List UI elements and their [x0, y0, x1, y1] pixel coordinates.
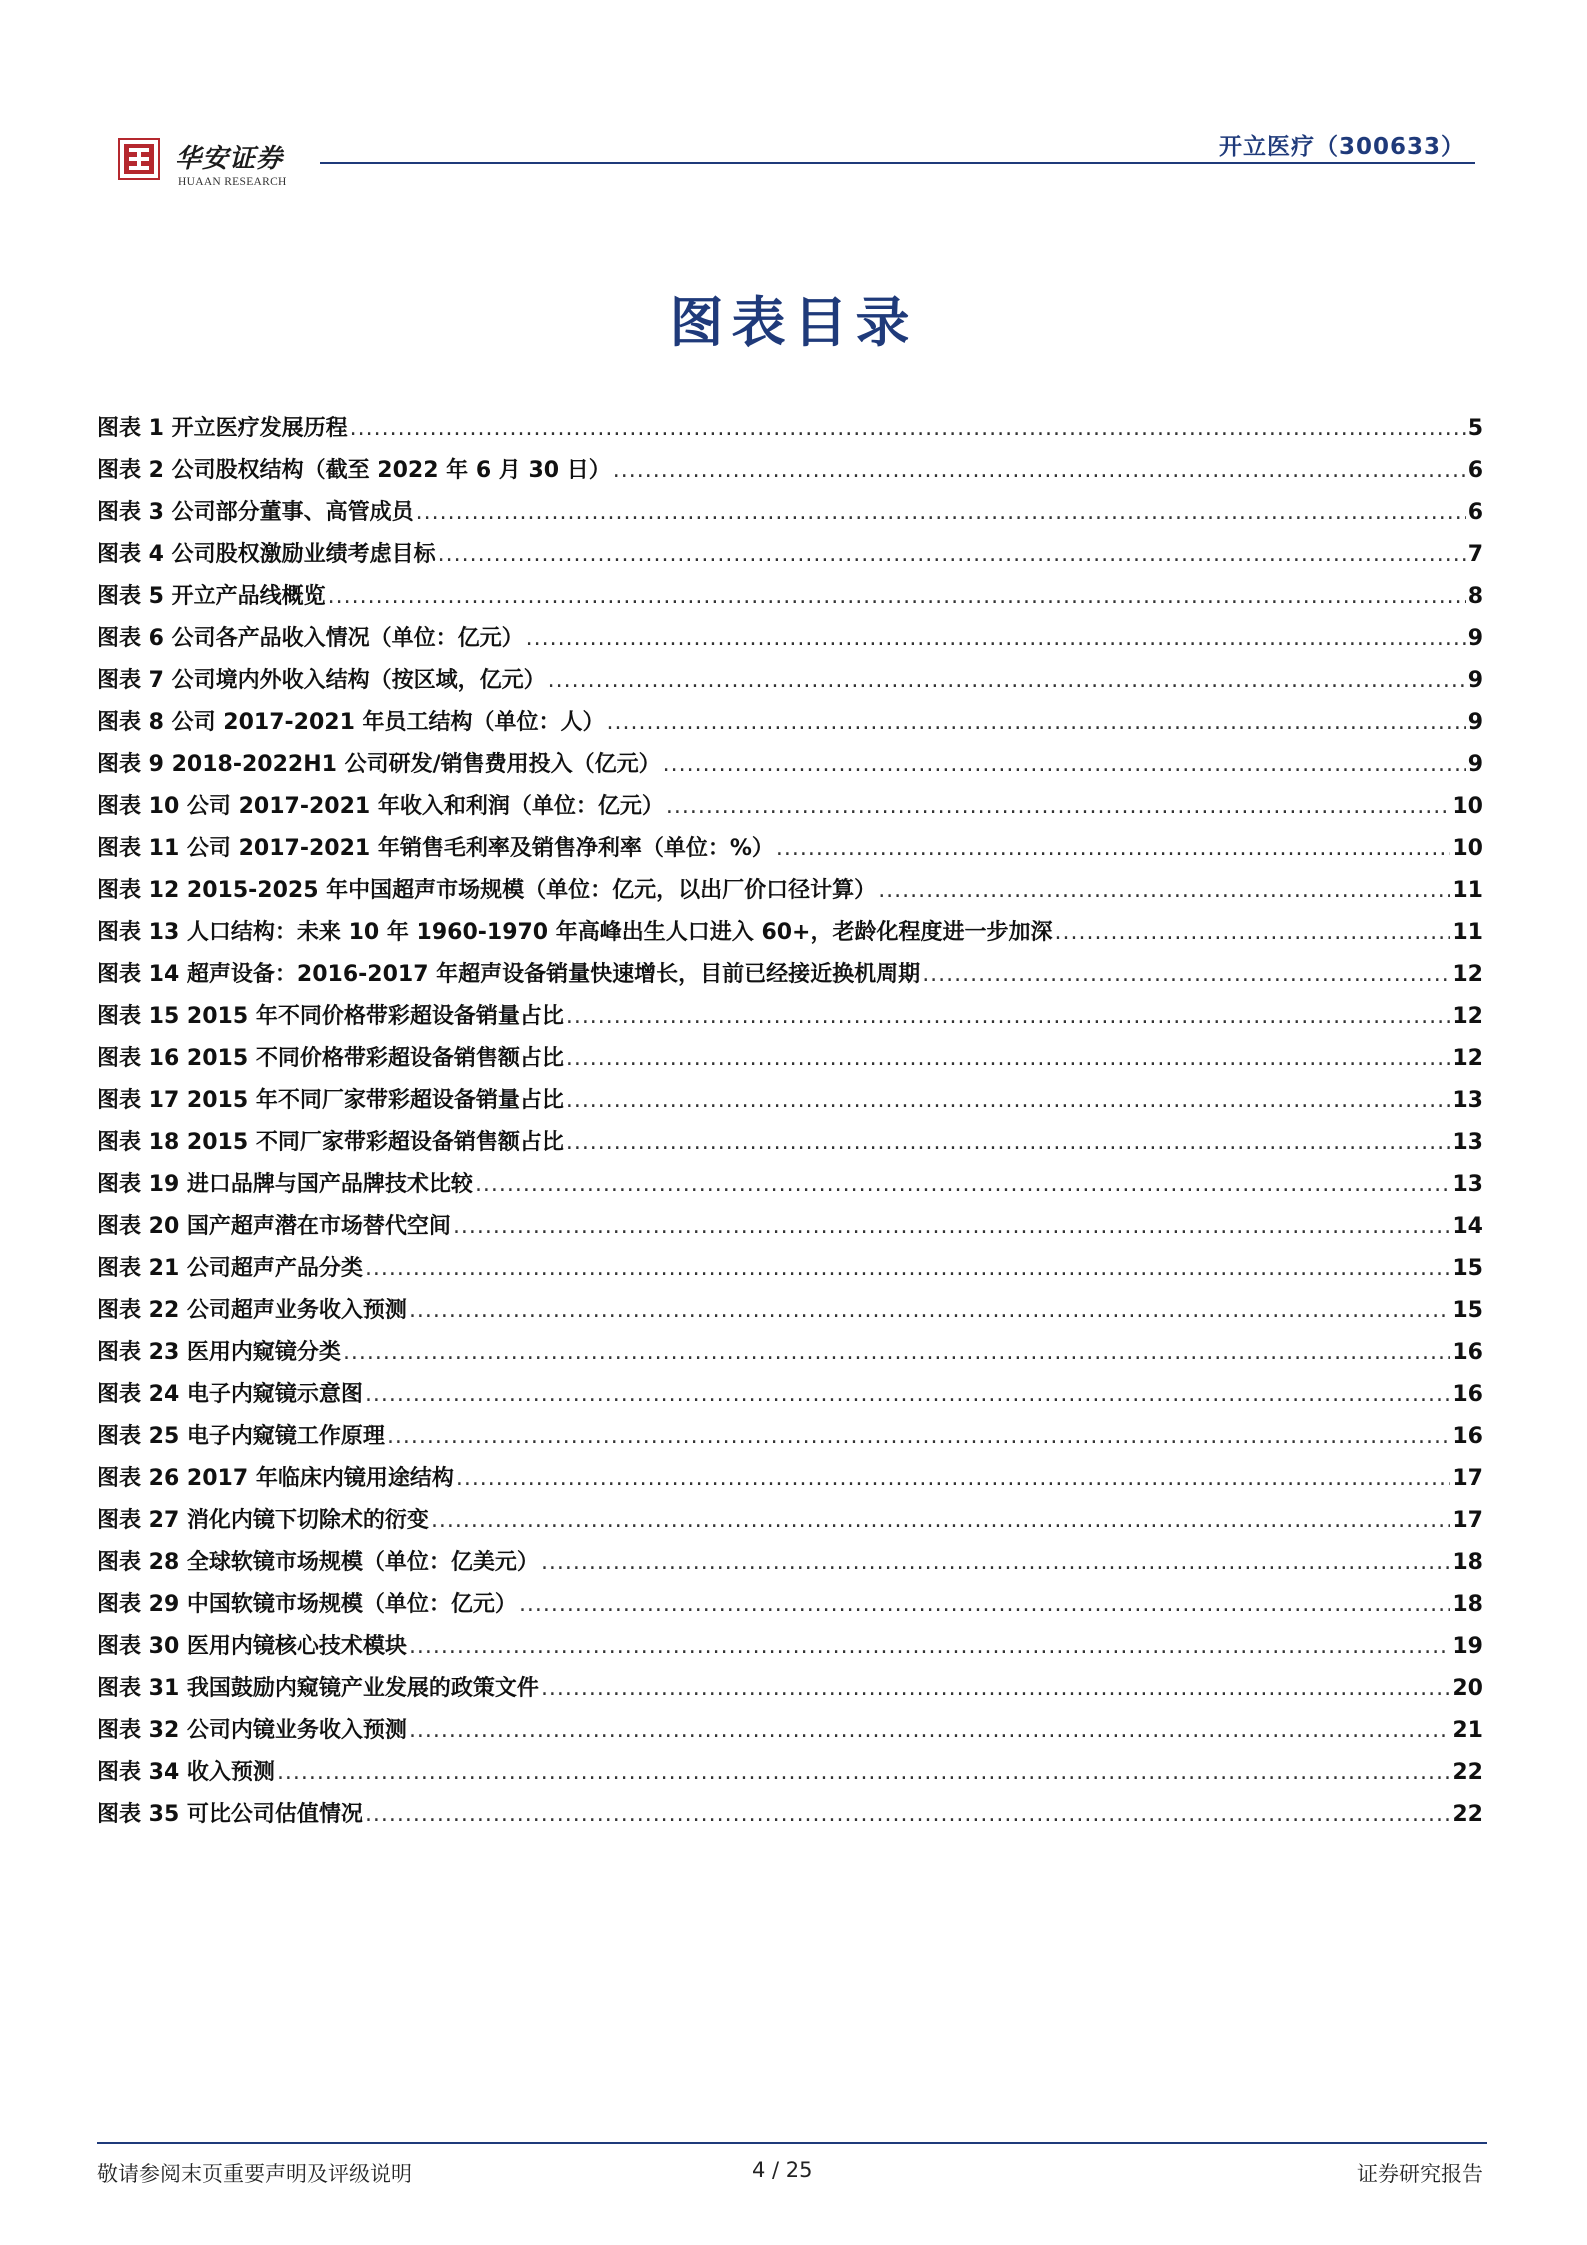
- table-of-figures: [97, 411, 1483, 1839]
- toc-entry-label: 图表 11 公司 2017-2021 年销售毛利率及销售净利率（单位：%）: [97, 836, 774, 861]
- toc-entry[interactable]: [97, 999, 1483, 1041]
- toc-entry[interactable]: [97, 411, 1483, 453]
- toc-entry-page: 16: [1452, 1340, 1483, 1365]
- toc-leader-dots: [519, 1592, 1450, 1617]
- toc-leader-dots: [663, 752, 1466, 777]
- logo-chinese-name: 华安证券: [175, 144, 284, 174]
- toc-entry[interactable]: [97, 1083, 1483, 1125]
- toc-leader-dots: [776, 836, 1450, 861]
- toc-entry-label: 图表 26 2017 年临床内镜用途结构: [97, 1466, 454, 1491]
- toc-entry-label: 图表 2 公司股权结构（截至 2022 年 6 月 30 日）: [97, 458, 611, 483]
- huaan-securities-logo-icon: [118, 138, 160, 180]
- toc-entry-page: 14: [1452, 1214, 1483, 1239]
- toc-entry-page: 19: [1452, 1634, 1483, 1659]
- toc-entry[interactable]: [97, 1545, 1483, 1587]
- toc-entry-page: 17: [1452, 1508, 1483, 1533]
- header-divider: [320, 162, 1475, 164]
- toc-entry-label: 图表 16 2015 不同价格带彩超设备销售额占比: [97, 1046, 564, 1071]
- toc-entry-page: 18: [1452, 1592, 1483, 1617]
- toc-entry-page: 10: [1452, 794, 1483, 819]
- toc-entry-label: 图表 1 开立医疗发展历程: [97, 416, 348, 441]
- toc-entry-page: 20: [1452, 1676, 1483, 1701]
- toc-entry-page: 12: [1452, 1046, 1483, 1071]
- toc-entry-label: 图表 14 超声设备：2016-2017 年超声设备销量快速增长，目前已经接近换机周期: [97, 962, 921, 987]
- toc-entry-page: 22: [1452, 1802, 1483, 1827]
- toc-entry-page: 13: [1452, 1172, 1483, 1197]
- toc-entry-label: 图表 18 2015 不同厂家带彩超设备销售额占比: [97, 1130, 564, 1155]
- toc-entry-label: 图表 4 公司股权激励业绩考虑目标: [97, 542, 436, 567]
- toc-entry-label: 图表 8 公司 2017-2021 年员工结构（单位：人）: [97, 710, 605, 735]
- toc-entry[interactable]: [97, 1251, 1483, 1293]
- toc-leader-dots: [365, 1382, 1450, 1407]
- toc-leader-dots: [607, 710, 1466, 735]
- toc-leader-dots: [666, 794, 1451, 819]
- toc-entry-label: 图表 35 可比公司估值情况: [97, 1802, 363, 1827]
- toc-entry-page: 9: [1467, 710, 1483, 735]
- toc-entry[interactable]: [97, 1419, 1483, 1461]
- toc-entry-page: 9: [1467, 668, 1483, 693]
- page-header: [115, 118, 1475, 190]
- toc-entry[interactable]: [97, 747, 1483, 789]
- toc-entry-page: 11: [1452, 920, 1483, 945]
- toc-entry[interactable]: [97, 1377, 1483, 1419]
- toc-entry-label: 图表 23 医用内窥镜分类: [97, 1340, 341, 1365]
- toc-leader-dots: [343, 1340, 1450, 1365]
- toc-entry-page: 9: [1467, 752, 1483, 777]
- toc-entry-page: 10: [1452, 836, 1483, 861]
- toc-entry-page: 17: [1452, 1466, 1483, 1491]
- footer-page-number: 4 / 25: [752, 2158, 813, 2182]
- toc-entry[interactable]: [97, 663, 1483, 705]
- toc-leader-dots: [387, 1424, 1450, 1449]
- toc-entry-label: 图表 5 开立产品线概览: [97, 584, 326, 609]
- toc-entry-page: 22: [1452, 1760, 1483, 1785]
- toc-entry-page: 9: [1467, 626, 1483, 651]
- toc-entry-label: 图表 32 公司内镜业务收入预测: [97, 1718, 407, 1743]
- toc-leader-dots: [1055, 920, 1451, 945]
- toc-leader-dots: [613, 458, 1466, 483]
- toc-leader-dots: [409, 1634, 1450, 1659]
- toc-entry[interactable]: [97, 1629, 1483, 1671]
- toc-leader-dots: [566, 1130, 1451, 1155]
- toc-entry[interactable]: [97, 873, 1483, 915]
- header-company-name: 开立医疗（300633）: [1218, 134, 1465, 160]
- toc-entry[interactable]: [97, 1713, 1483, 1755]
- toc-entry[interactable]: [97, 705, 1483, 747]
- toc-entry-label: 图表 28 全球软镜市场规模（单位：亿美元）: [97, 1550, 539, 1575]
- toc-leader-dots: [541, 1676, 1450, 1701]
- toc-leader-dots: [409, 1718, 1450, 1743]
- toc-entry-page: 18: [1452, 1550, 1483, 1575]
- toc-entry-page: 15: [1452, 1256, 1483, 1281]
- toc-entry-label: 图表 9 2018-2022H1 公司研发/销售费用投入（亿元）: [97, 752, 661, 777]
- toc-leader-dots: [416, 500, 1466, 525]
- toc-entry-page: 8: [1467, 584, 1483, 609]
- footer-disclaimer-note: 敬请参阅末页重要声明及评级说明: [97, 2162, 412, 2186]
- toc-entry[interactable]: [97, 537, 1483, 579]
- toc-entry-page: 13: [1452, 1130, 1483, 1155]
- footer-divider: [97, 2142, 1487, 2144]
- toc-entry[interactable]: [97, 915, 1483, 957]
- logo-english-name: HUAAN RESEARCH: [178, 176, 287, 188]
- toc-entry[interactable]: [97, 1671, 1483, 1713]
- toc-entry[interactable]: [97, 453, 1483, 495]
- toc-entry[interactable]: [97, 1209, 1483, 1251]
- toc-entry-label: 图表 29 中国软镜市场规模（单位：亿元）: [97, 1592, 517, 1617]
- toc-entry-label: 图表 20 国产超声潜在市场替代空间: [97, 1214, 451, 1239]
- toc-entry-page: 21: [1452, 1718, 1483, 1743]
- toc-entry-label: 图表 24 电子内窥镜示意图: [97, 1382, 363, 1407]
- toc-leader-dots: [878, 878, 1450, 903]
- toc-entry[interactable]: [97, 621, 1483, 663]
- toc-entry-page: 16: [1452, 1424, 1483, 1449]
- toc-entry[interactable]: [97, 1755, 1483, 1797]
- toc-entry-page: 6: [1467, 500, 1483, 525]
- toc-leader-dots: [548, 668, 1466, 693]
- toc-entry[interactable]: [97, 1041, 1483, 1083]
- toc-entry[interactable]: [97, 1503, 1483, 1545]
- toc-leader-dots: [277, 1760, 1450, 1785]
- toc-leader-dots: [453, 1214, 1450, 1239]
- toc-entry-label: 图表 17 2015 年不同厂家带彩超设备销量占比: [97, 1088, 564, 1113]
- toc-entry[interactable]: [97, 1125, 1483, 1167]
- toc-entry-label: 图表 7 公司境内外收入结构（按区域，亿元）: [97, 668, 546, 693]
- toc-entry-label: 图表 31 我国鼓励内窥镜产业发展的政策文件: [97, 1676, 539, 1701]
- toc-entry-label: 图表 3 公司部分董事、高管成员: [97, 500, 414, 525]
- toc-leader-dots: [566, 1088, 1451, 1113]
- toc-entry-label: 图表 15 2015 年不同价格带彩超设备销量占比: [97, 1004, 564, 1029]
- toc-leader-dots: [328, 584, 1466, 609]
- toc-leader-dots: [431, 1508, 1450, 1533]
- toc-entry-page: 16: [1452, 1382, 1483, 1407]
- toc-entry-page: 11: [1452, 878, 1483, 903]
- toc-entry[interactable]: [97, 1797, 1483, 1839]
- footer-report-type: 证券研究报告: [1357, 2162, 1483, 2186]
- toc-entry[interactable]: [97, 789, 1483, 831]
- toc-leader-dots: [566, 1046, 1451, 1071]
- toc-leader-dots: [438, 542, 1466, 567]
- toc-entry[interactable]: [97, 495, 1483, 537]
- toc-entry-label: 图表 12 2015-2025 年中国超声市场规模（单位：亿元，以出厂价口径计算）: [97, 878, 877, 903]
- toc-entry[interactable]: [97, 1167, 1483, 1209]
- toc-entry-page: 7: [1467, 542, 1483, 567]
- toc-entry-label: 图表 22 公司超声业务收入预测: [97, 1298, 407, 1323]
- page-title: 图表目录: [669, 290, 918, 354]
- toc-entry-page: 6: [1467, 458, 1483, 483]
- toc-entry[interactable]: [97, 1335, 1483, 1377]
- toc-entry[interactable]: [97, 579, 1483, 621]
- toc-leader-dots: [365, 1256, 1450, 1281]
- toc-leader-dots: [409, 1298, 1450, 1323]
- toc-entry-page: 5: [1467, 416, 1483, 441]
- toc-leader-dots: [365, 1802, 1450, 1827]
- toc-entry-page: 12: [1452, 1004, 1483, 1029]
- toc-entry[interactable]: [97, 1293, 1483, 1335]
- toc-entry-label: 图表 34 收入预测: [97, 1760, 275, 1785]
- toc-entry-label: 图表 21 公司超声产品分类: [97, 1256, 363, 1281]
- toc-entry-label: 图表 10 公司 2017-2021 年收入和利润（单位：亿元）: [97, 794, 664, 819]
- toc-entry-label: 图表 19 进口品牌与国产品牌技术比较: [97, 1172, 473, 1197]
- toc-entry[interactable]: [97, 831, 1483, 873]
- toc-leader-dots: [526, 626, 1466, 651]
- toc-entry[interactable]: [97, 1587, 1483, 1629]
- toc-entry-page: 12: [1452, 962, 1483, 987]
- toc-entry-label: 图表 13 人口结构：未来 10 年 1960-1970 年高峰出生人口进入 60+，老龄化程度进一步加深: [97, 920, 1053, 945]
- toc-leader-dots: [350, 416, 1466, 441]
- toc-leader-dots: [541, 1550, 1450, 1575]
- toc-entry[interactable]: [97, 1461, 1483, 1503]
- toc-entry-label: 图表 6 公司各产品收入情况（单位：亿元）: [97, 626, 524, 651]
- toc-leader-dots: [566, 1004, 1451, 1029]
- toc-entry-page: 13: [1452, 1088, 1483, 1113]
- toc-leader-dots: [456, 1466, 1451, 1491]
- toc-leader-dots: [475, 1172, 1450, 1197]
- toc-entry[interactable]: [97, 957, 1483, 999]
- toc-leader-dots: [922, 962, 1450, 987]
- toc-entry-label: 图表 27 消化内镜下切除术的衍变: [97, 1508, 429, 1533]
- toc-entry-label: 图表 30 医用内镜核心技术模块: [97, 1634, 407, 1659]
- toc-entry-label: 图表 25 电子内窥镜工作原理: [97, 1424, 385, 1449]
- toc-entry-page: 15: [1452, 1298, 1483, 1323]
